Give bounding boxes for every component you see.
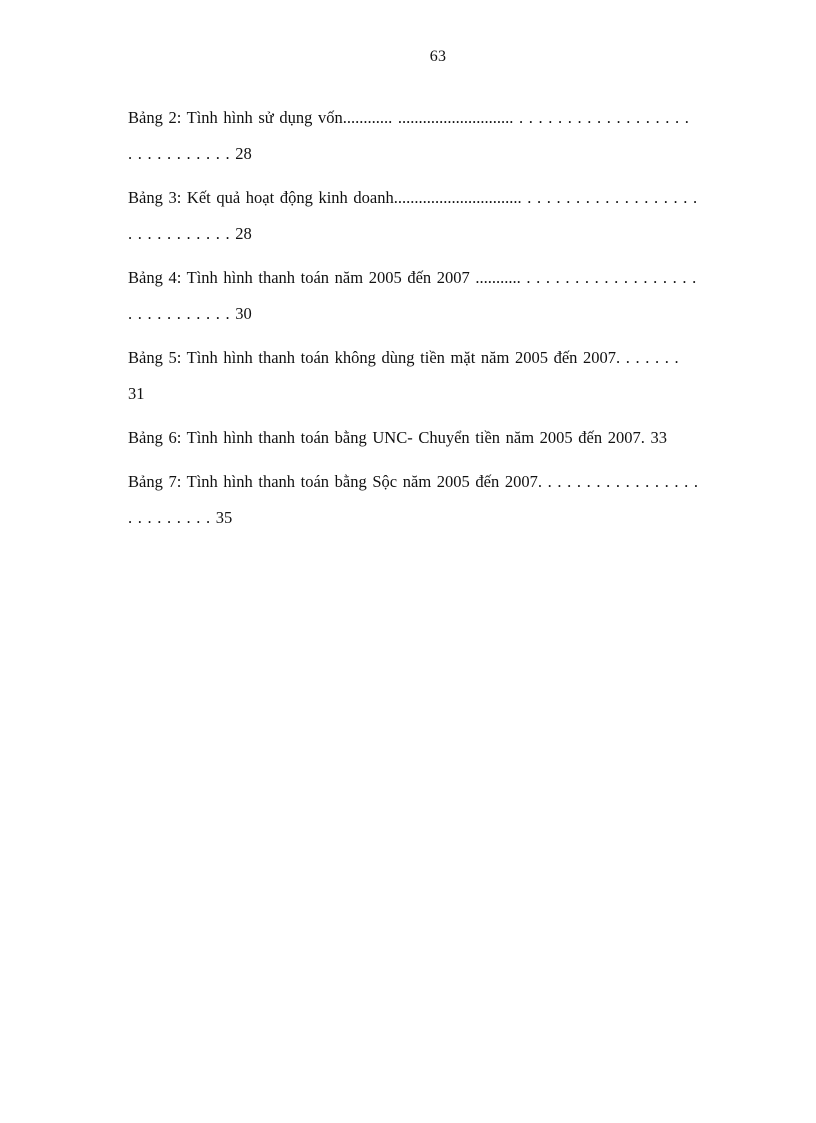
- toc-entry-text: Bảng 6: Tình hình thanh toán bằng UNC- Chuyển tiền năm 2005 đến 2007. 33: [128, 428, 668, 447]
- toc-entry-text: Bảng 5: Tình hình thanh toán không dùng tiền mặt năm 2005 đến 2007. . . . . . .: [128, 348, 679, 367]
- toc-entry-page: . . . . . . . . . . . 28: [128, 224, 252, 243]
- toc-entry-bang-3: [128, 180, 748, 252]
- toc-entry-text: Bảng 3: Kết quả hoạt động kinh doanh............................... . . . . . . . . . . . . . . . . . .: [128, 188, 698, 207]
- toc-entry-page: 31: [128, 384, 145, 403]
- toc-entry-text: Bảng 4: Tình hình thanh toán năm 2005 đến 2007 ........... . . . . . . . . . . . . . . . . . .: [128, 268, 697, 287]
- toc-entry-page: . . . . . . . . . 35: [128, 508, 233, 527]
- toc-entry-bang-5: [128, 340, 748, 412]
- toc-entry-text: Bảng 7: Tình hình thanh toán bằng Sộc năm 2005 đến 2007. . . . . . . . . . . . . . . . .: [128, 472, 698, 491]
- toc-entry-bang-2: [128, 100, 748, 172]
- toc-entry-page: . . . . . . . . . . . 28: [128, 144, 252, 163]
- toc-entry-bang-6: [128, 420, 748, 456]
- page-number: 63: [429, 48, 447, 65]
- table-of-contents: [128, 100, 748, 544]
- toc-entry-bang-4: [128, 260, 748, 332]
- toc-entry-bang-7: [128, 464, 748, 536]
- toc-entry-page: . . . . . . . . . . . 30: [128, 304, 252, 323]
- toc-entry-text: Bảng 2: Tình hình sử dụng vốn............ ............................ . . . . . . . . . . . . . . . . . .: [128, 108, 689, 127]
